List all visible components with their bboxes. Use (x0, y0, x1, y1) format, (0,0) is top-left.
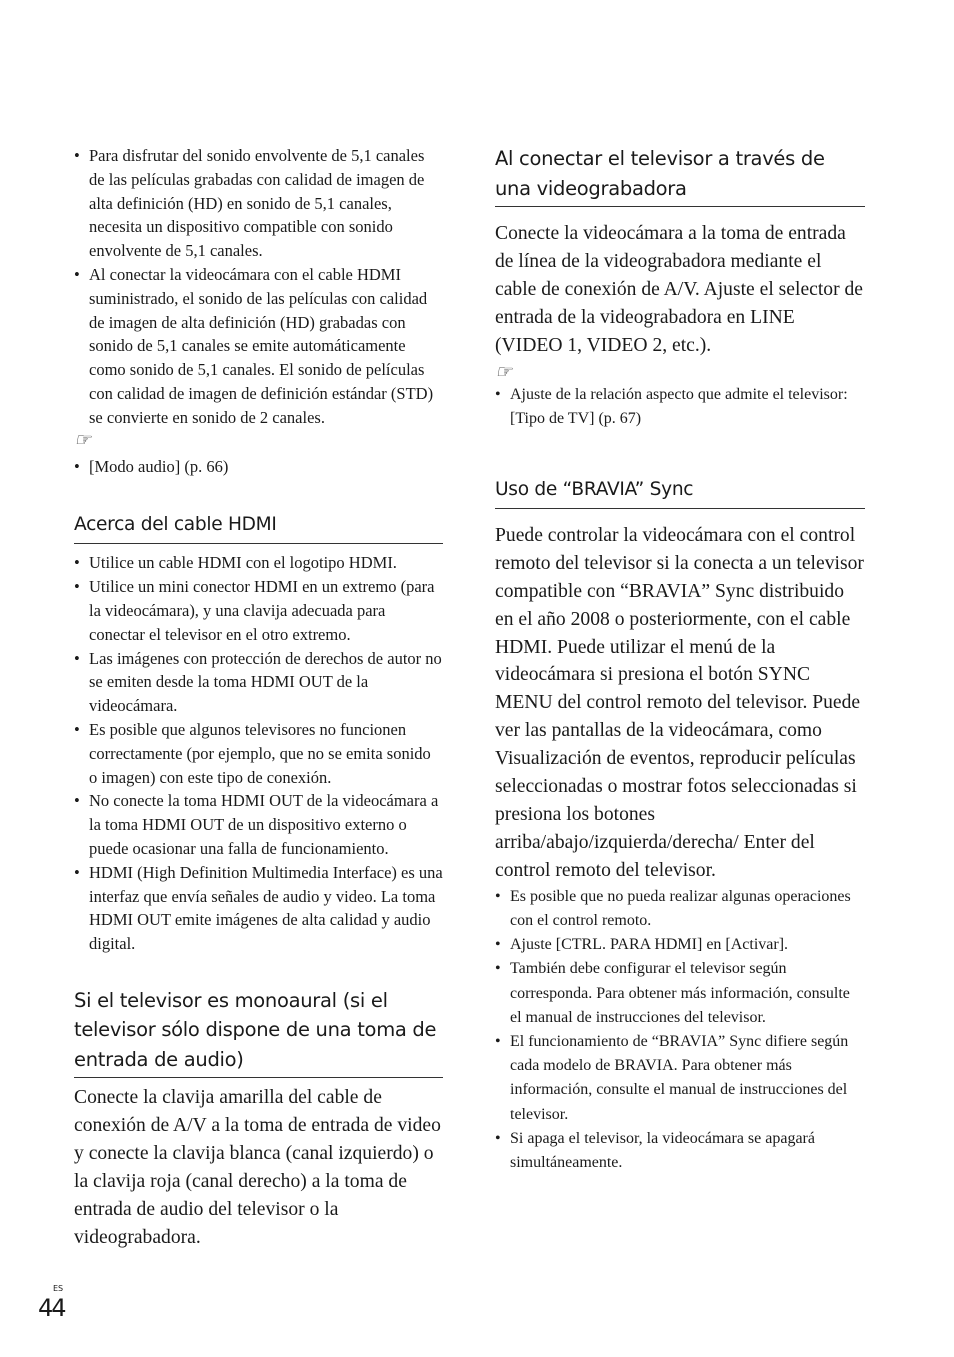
left-column (74, 144, 443, 1252)
mono-body: Conecte la clavija amarilla del cable de conexión de A/V a la toma de entrada de video y conecte la clavija blanca (canal izquierdo) o la clavija roja (canal derecho) a la toma de entrada de audio del televisor o la videograbadora. (74, 1087, 441, 1248)
page-number: 44 (38, 1294, 65, 1322)
list-item: • Para disfrutar del sonido envolvente de 5,1 canales de las películas grabadas con calidad de imagen de alta definición (HD) en sonido de 5,1 canales, necesita un dispositivo compatible con sonido envolvente de 5,1 canales. (74, 144, 443, 263)
sync-heading: Uso de “BRAVIA” Sync (495, 475, 865, 509)
list-item: • El funcionamiento de “BRAVIA” Sync difiere según cada modelo de BRAVIA. Para obtener más información, consulte el manual de instrucciones del televisor. (495, 1030, 865, 1127)
intro-bullets (74, 144, 443, 430)
vcr-body: Conecte la videocámara a la toma de entrada de línea de la videograbadora mediante el cable de conexión de A/V. Ajuste el selector de entrada de la videograbadora en LINE (VIDEO 1, VIDEO 2, etc.). (495, 223, 863, 356)
reference-hand-icon: ☞ (74, 429, 92, 451)
list-item: • También debe configurar el televisor según corresponda. Para obtener más información, consulte el manual de instrucciones del televisor. (495, 957, 865, 1030)
right-column (495, 144, 865, 1175)
list-item: • Las imágenes con protección de derechos de autor no se emiten desde la toma HDMI OUT de la videocámara. (74, 647, 443, 718)
vcr-heading: Al conectar el televisor a través de una videograbadora (495, 144, 865, 207)
sync-bullets (495, 885, 865, 1175)
list-item: • Utilice un mini conector HDMI en un extremo (para la videocámara), y una clavija adecuada para conectar el televisor en el otro extremo. (74, 575, 443, 646)
list-item: • Es posible que algunos televisores no funcionen correctamente (por ejemplo, que no se emita sonido o imagen) con este tipo de conexión. (74, 718, 443, 789)
list-item: • HDMI (High Definition Multimedia Interface) es una interfaz que envía señales de audio y video. La toma HDMI OUT emite imágenes de alta calidad y audio digital. (74, 861, 443, 956)
list-item: • [Modo audio] (p. 66) (74, 455, 443, 479)
list-item: • Al conectar la videocámara con el cable HDMI suministrado, el sonido de las películas con calidad de imagen de alta definición (HD) grabadas con sonido de 5,1 canales se emite automáticamente como sonido de 5,1 canales. El sonido de películas con calidad de imagen de definición estándar (STD) se convierte en sonido de 2 canales. (74, 263, 443, 430)
hdmi-heading: Acerca del cable HDMI (74, 510, 443, 544)
list-item: • Ajuste [CTRL. PARA HDMI] en [Activar]. (495, 933, 865, 957)
vcr-bullets (495, 383, 865, 431)
list-item: • Utilice un cable HDMI con el logotipo HDMI. (74, 551, 443, 575)
hdmi-bullets (74, 551, 443, 956)
list-item: • No conecte la toma HDMI OUT de la videocámara a la toma HDMI OUT de un dispositivo externo o puede ocasionar una falla de funcionamiento. (74, 789, 443, 860)
mono-heading: Si el televisor es monoaural (si el televisor sólo dispone de una toma de entrada de audio) (74, 986, 443, 1079)
sync-body: Puede controlar la videocámara con el control remoto del televisor si la conecta a un televisor compatible con “BRAVIA” Sync distribuido en el año 2008 o posteriormente, con el cable HDMI. Puede utilizar el menú de la videocámara si presiona el botón SYNC MENU del control remoto del televisor. Puede ver las pantallas de la videocámara, como Visualización de eventos, reproducir películas seleccionadas o mostrar fotos seleccionadas si presiona los botones arriba/abajo/izquierda/derecha/ Enter del control remoto del televisor. (495, 524, 864, 881)
list-item: • Si apaga el televisor, la videocámara se apagará simultáneamente. (495, 1127, 865, 1175)
page-language: ES (53, 1284, 64, 1293)
list-item: • Ajuste de la relación aspecto que admite el televisor: [Tipo de TV] (p. 67) (495, 383, 865, 431)
ref-bullets (74, 455, 443, 479)
list-item: • Es posible que no pueda realizar algunas operaciones con el control remoto. (495, 885, 865, 933)
reference-hand-icon: ☞ (495, 361, 513, 383)
